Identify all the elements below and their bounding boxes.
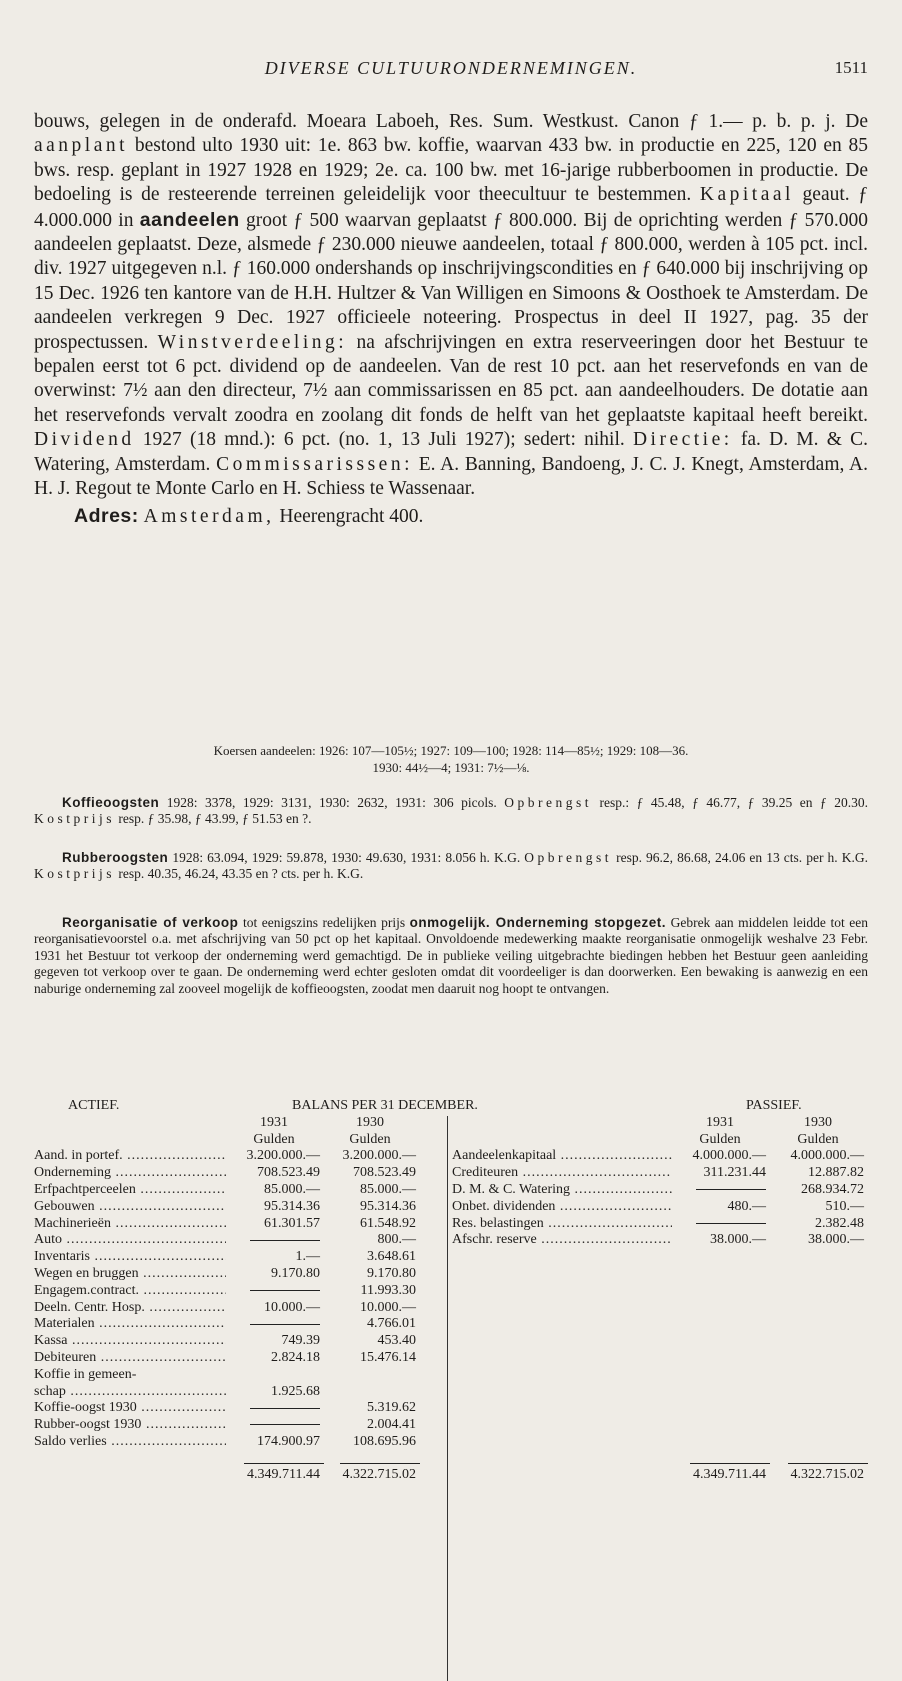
- passief-label: Crediteuren .....: [452, 1165, 672, 1182]
- actief-value: 800.—: [377, 1232, 416, 1248]
- balance-row: [34, 1232, 868, 1249]
- text-run: tot eenigszins redelijken prijs: [238, 915, 410, 930]
- actief-value: 174.900.97: [257, 1433, 320, 1449]
- actief-label: Rubber-oogst 1930 .....: [34, 1417, 226, 1434]
- empty-value-dash: [228, 1283, 320, 1300]
- spaced-term: Opbrengst: [504, 795, 593, 810]
- spaced-term: Dividend: [34, 429, 135, 451]
- actief-value: 11.993.30: [360, 1282, 416, 1298]
- total-value: 4.349.711.44: [247, 1466, 320, 1482]
- share-prices-line: 1930: 44½—4; 1931: 7½—⅛.: [372, 760, 530, 775]
- actief-label: Inventaris .....: [34, 1249, 226, 1266]
- actief-value: 708.523.49: [257, 1165, 320, 1181]
- actief-value: 3.200.000.—: [246, 1148, 320, 1164]
- actief-label: Erfpachtperceelen .....: [34, 1182, 226, 1199]
- bold-term: aandeelen: [139, 208, 240, 231]
- balance-units: [34, 1132, 868, 1149]
- balance-row: [34, 1216, 868, 1233]
- actief-value: 5.319.62: [367, 1400, 416, 1416]
- actief-value: 85.000.—: [360, 1181, 416, 1197]
- actief-value: 15.476.14: [360, 1349, 416, 1365]
- balance-row: [34, 1434, 868, 1451]
- passief-label: Onbet. dividenden .....: [452, 1199, 672, 1216]
- total-rule: [788, 1463, 868, 1464]
- actief-value: 108.695.96: [353, 1433, 416, 1449]
- passief-value: 311.231.44: [703, 1165, 766, 1181]
- balance-row: [34, 1316, 868, 1333]
- unit-label: Gulden: [699, 1131, 741, 1147]
- empty-value-dash: [228, 1232, 320, 1249]
- total-rule: [690, 1463, 770, 1464]
- actief-value: 708.523.49: [353, 1165, 416, 1181]
- rubber-harvest-text: [34, 850, 868, 883]
- actief-label: Onderneming .....: [34, 1165, 226, 1182]
- share-prices: [34, 742, 868, 776]
- balance-row: [34, 1165, 868, 1182]
- actief-value: 4.766.01: [367, 1316, 416, 1332]
- actief-label: Kassa .....: [34, 1333, 226, 1350]
- empty-value-dash: [228, 1316, 320, 1333]
- spaced-term: Winstverdeeling:: [157, 331, 348, 353]
- text-run: bestond ulto 1930 uit: 1e. 863 bw. koffie, waarvan 433 bw. in productie en 225, 120 en 85 bws. resp. geplant in 1927 1928 en 1929; 2e. ca. 100 bw. met 16-jarige rubberboomen in productie. De bedoeling is de resteerende terreinen geleidelijk voor theecultuur te bestemmen.: [34, 135, 868, 206]
- actief-value: 2.004.41: [367, 1417, 416, 1433]
- balance-row: [34, 1367, 868, 1384]
- actief-heading: ACTIEF.: [68, 1098, 120, 1113]
- actief-label: schap .....: [34, 1384, 226, 1401]
- balance-row: [34, 1400, 868, 1417]
- balance-row: [34, 1333, 868, 1350]
- actief-value: 749.39: [281, 1333, 320, 1349]
- coffee-harvest-block: [34, 795, 868, 828]
- balance-totals: [34, 1463, 868, 1485]
- text-run: geaut. ƒ 4.000.000 in: [34, 184, 868, 231]
- page-number: 1511: [834, 58, 868, 77]
- text-run: Gebrek aan middelen leidde tot een reorganisatievoorstel o.a. met afschrijving van 50 pct op het kapitaal. Onvoldoende medewerking maakte reorganisatie onmogelijk weshalve 23 Febr. 1931 het Bestuur tot verkoop der onderneming werd gemachtigd. De in publieke veiling uitgebrachte biedingen hebben het Bestuur geen aanleiding gegeven tot verkoop over te gaan. De onderneming werd echter gesloten omdat dit voordeeliger is dan doorwerken. Een bewaking is aanwezig en een naburige onderneming zal zooveel mogelijk de koffieoogsten, zoodat men daaruit nog hoopt te ontvangen.: [34, 915, 869, 996]
- company-description: [34, 110, 868, 529]
- spaced-term: Commissarisssen:: [216, 453, 413, 475]
- bold-term: onmogelijk. Onderneming stopgezet.: [409, 915, 667, 930]
- passief-value: 510.—: [825, 1198, 864, 1214]
- coffee-harvest-label: Koffieoogsten: [62, 795, 160, 810]
- text-run: 1928: 63.094, 1929: 59.878, 1930: 49.630, 1931: 8.056 h. K.G.: [168, 850, 525, 865]
- actief-value: 3.200.000.—: [342, 1148, 416, 1164]
- share-prices-line: Koersen aandeelen: 1926: 107—105½; 1927: 109—100; 1928: 114—85½; 1929: 108—36.: [213, 743, 689, 758]
- actief-value: 85.000.—: [264, 1181, 320, 1197]
- passief-value: 38.000.—: [808, 1232, 864, 1248]
- actief-label: Aand. in portef. .....: [34, 1148, 226, 1165]
- year-label: 1931: [260, 1114, 288, 1130]
- passief-value: 12.887.82: [808, 1165, 864, 1181]
- empty-value-dash: [228, 1400, 320, 1417]
- total-value: 4.349.711.44: [693, 1466, 766, 1482]
- balance-row: [34, 1384, 868, 1401]
- actief-value: 95.314.36: [360, 1198, 416, 1214]
- actief-label: Koffie in gemeen-: [34, 1366, 137, 1382]
- column-divider: [447, 1116, 448, 1681]
- actief-value: 61.301.57: [264, 1215, 320, 1231]
- passief-value: 4.000.000.—: [790, 1148, 864, 1164]
- empty-value-dash: [674, 1216, 766, 1233]
- spaced-term: aanplant: [34, 135, 129, 157]
- actief-value: 61.548.92: [360, 1215, 416, 1231]
- empty-value-dash: [228, 1417, 320, 1434]
- balance-row: [34, 1182, 868, 1199]
- rubber-harvest-label: Rubberoogsten: [62, 850, 169, 865]
- rubber-harvest-block: [34, 850, 868, 883]
- balance-row: [34, 1283, 868, 1300]
- reorganisation-text: [34, 915, 868, 997]
- address-line: [34, 504, 868, 529]
- actief-label: Auto .....: [34, 1232, 226, 1249]
- passief-label: D. M. & C. Watering .....: [452, 1182, 672, 1199]
- actief-value: 10.000.—: [360, 1299, 416, 1315]
- balance-row: [34, 1199, 868, 1216]
- actief-value: 2.824.18: [271, 1349, 320, 1365]
- balance-row: [34, 1300, 868, 1317]
- actief-value: 1.925.68: [271, 1383, 320, 1399]
- actief-label: Gebouwen .....: [34, 1199, 226, 1216]
- actief-label: Wegen en bruggen .....: [34, 1266, 226, 1283]
- text-run: resp. ƒ 35.98, ƒ 43.99, ƒ 51.53 en ?.: [115, 811, 312, 827]
- balance-row: [34, 1417, 868, 1434]
- coffee-harvest-text: [34, 795, 868, 828]
- text-run: E. A. Banning, Bandoeng, J. C. J. Knegt, Amsterdam, A. H. J. Regout te Monte Carlo en H. Schiess te Wassenaar.: [34, 453, 869, 500]
- actief-label: Machinerieën .....: [34, 1216, 226, 1233]
- balance-row: [34, 1266, 868, 1283]
- actief-label: Engagem.contract. .....: [34, 1283, 226, 1300]
- passief-value: 2.382.48: [815, 1215, 864, 1231]
- description-paragraph: [34, 110, 868, 502]
- text-run: na afschrijvingen en extra reserveeringen door het Bestuur te bepalen eerst tot 6 pct. dividend op de aandeelen. Van de rest 10 pct. aan het reservefonds en van de overwinst: 7½ aan den directeur, 7½ aan commissarissen en 85 pct. aan aandeelhouders. De dotatie aan het reservefonds vervalt zoodra en zoolang dit fonds de helft van het geplaatste kapitaal heeft bereikt.: [34, 331, 868, 426]
- actief-label: Debiteuren .....: [34, 1350, 226, 1367]
- passief-label: Res. belastingen .....: [452, 1216, 672, 1233]
- spaced-term: Directie:: [632, 429, 733, 451]
- total-rule: [244, 1463, 324, 1464]
- page-header: [34, 58, 868, 82]
- actief-value: 95.314.36: [264, 1198, 320, 1214]
- passief-value: 4.000.000.—: [692, 1148, 766, 1164]
- text-run: fa. D. M. & C. Watering, Amsterdam.: [34, 429, 868, 475]
- actief-label: Koffie-oogst 1930 .....: [34, 1400, 226, 1417]
- actief-label: Deeln. Centr. Hosp. .....: [34, 1300, 226, 1317]
- passief-label: Aandeelenkapitaal .....: [452, 1148, 672, 1165]
- passief-heading: PASSIEF.: [746, 1098, 802, 1113]
- spaced-term: Kapitaal: [699, 184, 794, 206]
- totals-row: [34, 1467, 868, 1484]
- passief-value: 268.934.72: [801, 1181, 864, 1197]
- actief-value: 9.170.80: [271, 1265, 320, 1281]
- balance-sheet: [34, 1098, 868, 1485]
- actief-value: 9.170.80: [367, 1265, 416, 1281]
- text-run: groot ƒ 500 waarvan geplaatst ƒ 800.000. Bij de oprichting werden ƒ 570.000 aandeelen geplaatst. Deze, alsmede ƒ 230.000 nieuwe aandeelen, totaal ƒ 800.000, werden à 105 pct. incl. div. 1927 uitgegeven n.l. ƒ 160.000 ondershands op inschrijvingscondities en ƒ 640.000 bij inschrijving op 15 Dec. 1926 ten kantore van de H.H. Hultzer & Van Willigen en Simoons & Oosthoek te Amsterdam. De aandeelen verkregen 9 Dec. 1927 officieele noteering. Prospectus in deel II 1927, pag. 35 der prospectussen.: [34, 209, 869, 353]
- balance-row: [34, 1249, 868, 1266]
- unit-label: Gulden: [253, 1131, 295, 1147]
- total-value: 4.322.715.02: [790, 1466, 864, 1482]
- passief-value: 38.000.—: [710, 1232, 766, 1248]
- total-rule: [340, 1463, 420, 1464]
- text-run: bouws, gelegen in de onderafd. Moeara Laboeh, Res. Sum. Westkust. Canon ƒ 1.— p. b. p. j. De: [34, 111, 868, 132]
- actief-value: 1.—: [295, 1249, 320, 1265]
- balance-row: [34, 1350, 868, 1367]
- balance-rows: [34, 1148, 868, 1450]
- balance-title: BALANS PER 31 DECEMBER.: [292, 1098, 478, 1113]
- text-run: resp.: ƒ 45.48, ƒ 46.77, ƒ 39.25 en ƒ 20.30.: [592, 795, 869, 810]
- balance-years: [34, 1115, 868, 1132]
- year-label: 1930: [356, 1114, 384, 1130]
- reorganisation-block: [34, 915, 868, 997]
- spaced-term: Opbrengst: [524, 850, 613, 865]
- text-run: 1928: 3378, 1929: 3131, 1930: 2632, 1931: 306 picols.: [159, 795, 505, 810]
- actief-value: 453.40: [377, 1333, 416, 1349]
- passief-value: 480.—: [727, 1198, 766, 1214]
- bold-term: Reorganisatie of verkoop: [62, 915, 239, 930]
- unit-label: Gulden: [349, 1131, 391, 1147]
- address-city: Amsterdam,: [143, 505, 275, 527]
- address-label: Adres:: [74, 504, 139, 527]
- text-run: resp. 40.35, 46.24, 43.35 en ? cts. per h. K.G.: [115, 866, 364, 882]
- year-label: 1930: [804, 1114, 832, 1130]
- actief-label: Materialen .....: [34, 1316, 226, 1333]
- balance-header: [34, 1098, 868, 1115]
- actief-label: Saldo verlies .....: [34, 1434, 226, 1451]
- address-street: Heerengracht 400.: [274, 505, 424, 527]
- passief-label: Afschr. reserve .....: [452, 1232, 672, 1249]
- balance-row: [34, 1148, 868, 1165]
- actief-value: 10.000.—: [264, 1299, 320, 1315]
- empty-value-dash: [674, 1182, 766, 1199]
- unit-label: Gulden: [797, 1131, 839, 1147]
- actief-value: 3.648.61: [367, 1249, 416, 1265]
- running-title: DIVERSE CULTUURONDERNEMINGEN.: [264, 58, 638, 78]
- text-run: 1927 (18 mnd.): 6 pct. (no. 1, 13 Juli 1927); sedert: nihil.: [134, 429, 633, 451]
- total-value: 4.322.715.02: [342, 1466, 416, 1482]
- text-run: resp. 96.2, 86.68, 24.06 en 13 cts. per h. K.G.: [612, 850, 868, 865]
- year-label: 1931: [706, 1114, 734, 1130]
- spaced-term: Kostprijs: [34, 811, 116, 827]
- spaced-term: Kostprijs: [34, 866, 116, 882]
